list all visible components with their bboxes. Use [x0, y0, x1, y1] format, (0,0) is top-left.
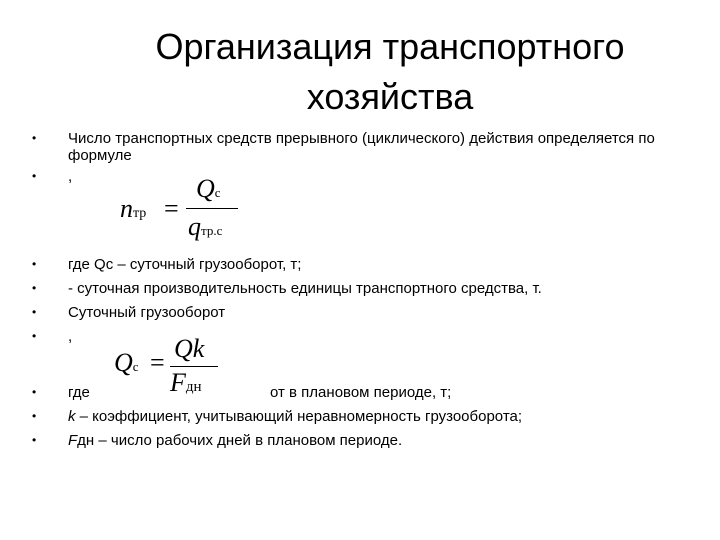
- bullet-icon: •: [32, 329, 37, 343]
- bullet-icon: •: [32, 257, 37, 271]
- formula2-den-var: F: [170, 368, 186, 397]
- bullet-text-formula-intro: Число транспортных средств прерывного (циклического) действия определяется по формуле: [68, 130, 655, 164]
- bullet-icon: •: [32, 131, 37, 145]
- formula2-denominator: [170, 368, 202, 398]
- formula1-lhs-var: n: [120, 194, 133, 223]
- formula1-denominator: [188, 212, 222, 242]
- bullet8-rest: – коэффициент, учитывающий неравномерность грузооборота;: [75, 408, 523, 425]
- formula2-numerator: [174, 334, 204, 364]
- bullet-text-qc-definition: где Qс – суточный грузооборот, т;: [68, 256, 302, 273]
- formula2-den-sub: дн: [185, 379, 202, 395]
- bullet-item: [32, 304, 692, 321]
- formula2-equals: =: [150, 348, 165, 377]
- formula2-fraction-bar: [170, 366, 218, 367]
- bullet-text-comma: ,: [68, 328, 73, 345]
- bullet-item: [32, 168, 692, 185]
- bullet-text-comma: ,: [68, 168, 73, 185]
- bullet-text-productivity: - суточная производительность единицы транспортного средства, т.: [68, 280, 542, 297]
- bullet-icon: •: [32, 305, 37, 319]
- bullet-icon: •: [32, 281, 37, 295]
- bullet-text-k-coefficient: [68, 408, 692, 425]
- formula1-den-var: q: [188, 212, 201, 241]
- title-line-1: Организация транспортного: [155, 26, 625, 67]
- formula1-num-var: Q: [196, 174, 215, 203]
- bullet-text-working-days: [68, 432, 692, 449]
- bullet-icon: •: [32, 169, 37, 183]
- bullet-item: [32, 256, 692, 273]
- formula1-lhs-sub: тр: [133, 206, 147, 221]
- formula1-fraction-bar: [186, 208, 238, 209]
- formula2-lhs-var: Q: [114, 348, 133, 377]
- bullet-icon: •: [32, 409, 37, 423]
- bullet8-var: k: [68, 408, 76, 425]
- bullet-icon: •: [32, 433, 37, 447]
- slide-title: [60, 22, 720, 122]
- title-line-2: хозяйства: [306, 76, 474, 117]
- formula2-lhs-sub: c: [132, 359, 139, 374]
- bullet7-prefix: где: [68, 384, 95, 401]
- formula2-lhs: [114, 348, 139, 378]
- formula1-lhs: [120, 194, 146, 224]
- bullet9-rest: дн – число рабочих дней в плановом периоде.: [77, 432, 403, 449]
- formula1-equals: =: [164, 194, 179, 223]
- bullet-item: [32, 280, 692, 297]
- formula2-num-var: Qk: [174, 334, 205, 363]
- bullet-item: [32, 408, 692, 425]
- formula1-numerator: [196, 174, 221, 204]
- formula1-den-sub: тр.с: [201, 223, 223, 238]
- bullet-text-daily-turnover: Суточный грузооборот: [68, 304, 226, 321]
- bullet-icon: •: [32, 385, 37, 399]
- bullet7-suffix: от в плановом периоде, т;: [270, 384, 452, 401]
- bullet-item: [32, 130, 692, 164]
- bullet-item: [32, 432, 692, 449]
- bullet9-var: F: [68, 432, 78, 449]
- formula1-num-sub: c: [214, 185, 221, 200]
